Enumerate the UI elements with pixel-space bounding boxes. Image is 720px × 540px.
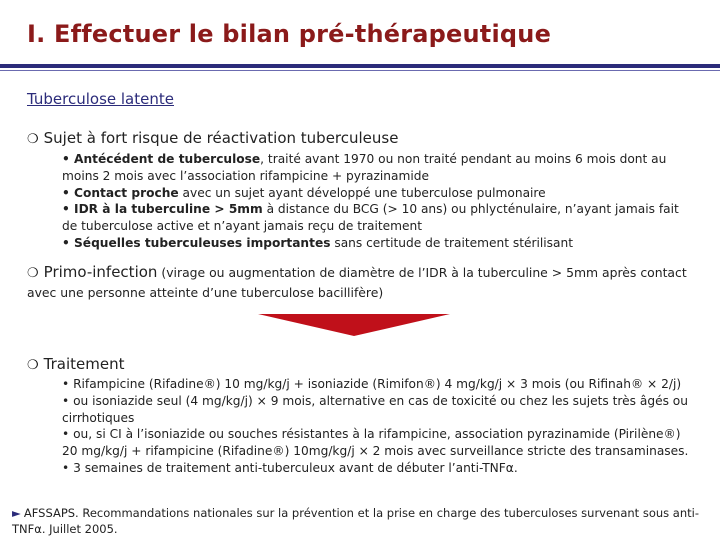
section-risk-title: Sujet à fort risque de réactivation tuberculeuse — [43, 129, 399, 147]
list-item: • 3 semaines de traitement anti-tuberculeux avant de débuter l’anti-TNFα. — [62, 460, 518, 475]
section-risk-list — [62, 151, 692, 252]
circle-bullet-icon: ❍ — [27, 132, 39, 147]
section-treatment-list — [62, 376, 692, 477]
title-rule — [0, 64, 720, 68]
list-item: • ou isoniazide seul (4 mg/kg/j) × 9 mois, alternative en cas de toxicité ou chez les sujets très âgés ou cirrhotiques — [62, 393, 688, 425]
list-item: • Séquelles tuberculeuses importantes sans certitude de traitement stérilisant — [62, 235, 573, 250]
section-primo-title: Primo-infection — [43, 263, 158, 281]
list-item: • ou, si CI à l’isoniazide ou souches résistantes à la rifampicine, association pyrazinamide (Pirilène®) 20 mg/kg/j + rifampicine (Rifadine®) 10mg/kg/j × 2 mois avec surveillance stricte des transaminases. — [62, 427, 689, 459]
title-rule-thin — [0, 70, 720, 71]
section-treatment-title: Traitement — [43, 355, 125, 373]
list-item: • Antécédent de tuberculose, traité avant 1970 ou non traité pendant au moins 6 mois dont au moins 2 mois avec l’association rifampicine + pyrazinamide — [62, 152, 667, 183]
circle-bullet-icon: ❍ — [27, 358, 39, 373]
list-item: • Rifampicine (Rifadine®) 10 mg/kg/j + isoniazide (Rimifon®) 4 mg/kg/j × 3 mois (ou Rifinah® × 2/j) — [62, 377, 682, 391]
section-primo-text: (virage ou augmentation de diamètre de l’IDR à la tuberculine > 5mm après contact avec une personne atteinte d’une tuberculose bacillifère) — [27, 265, 687, 300]
triangle-bullet-icon: ► — [12, 506, 21, 520]
section-primo-infection — [27, 263, 692, 302]
section-treatment-heading — [27, 355, 124, 373]
source-text: AFSSAPS. Recommandations nationales sur la prévention et la prise en charge des tuberculoses survenant sous anti- TNFα. Juillet 2005. — [12, 506, 700, 536]
circle-bullet-icon: ❍ — [27, 266, 39, 281]
list-item: • Contact proche avec un sujet ayant développé une tuberculose pulmonaire — [62, 185, 546, 200]
subtitle: Tuberculose latente — [27, 90, 174, 108]
page-title: I. Effectuer le bilan pré-thérapeutique — [27, 20, 552, 48]
source-citation — [12, 505, 712, 537]
list-item: • IDR à la tuberculine > 5mm à distance du BCG (> 10 ans) ou phlycténulaire, n’ayant jamais fait de tuberculose active et n’ayant jamais reçu de traitement — [62, 202, 679, 234]
section-risk-heading — [27, 129, 398, 147]
down-arrow-icon — [258, 314, 450, 336]
